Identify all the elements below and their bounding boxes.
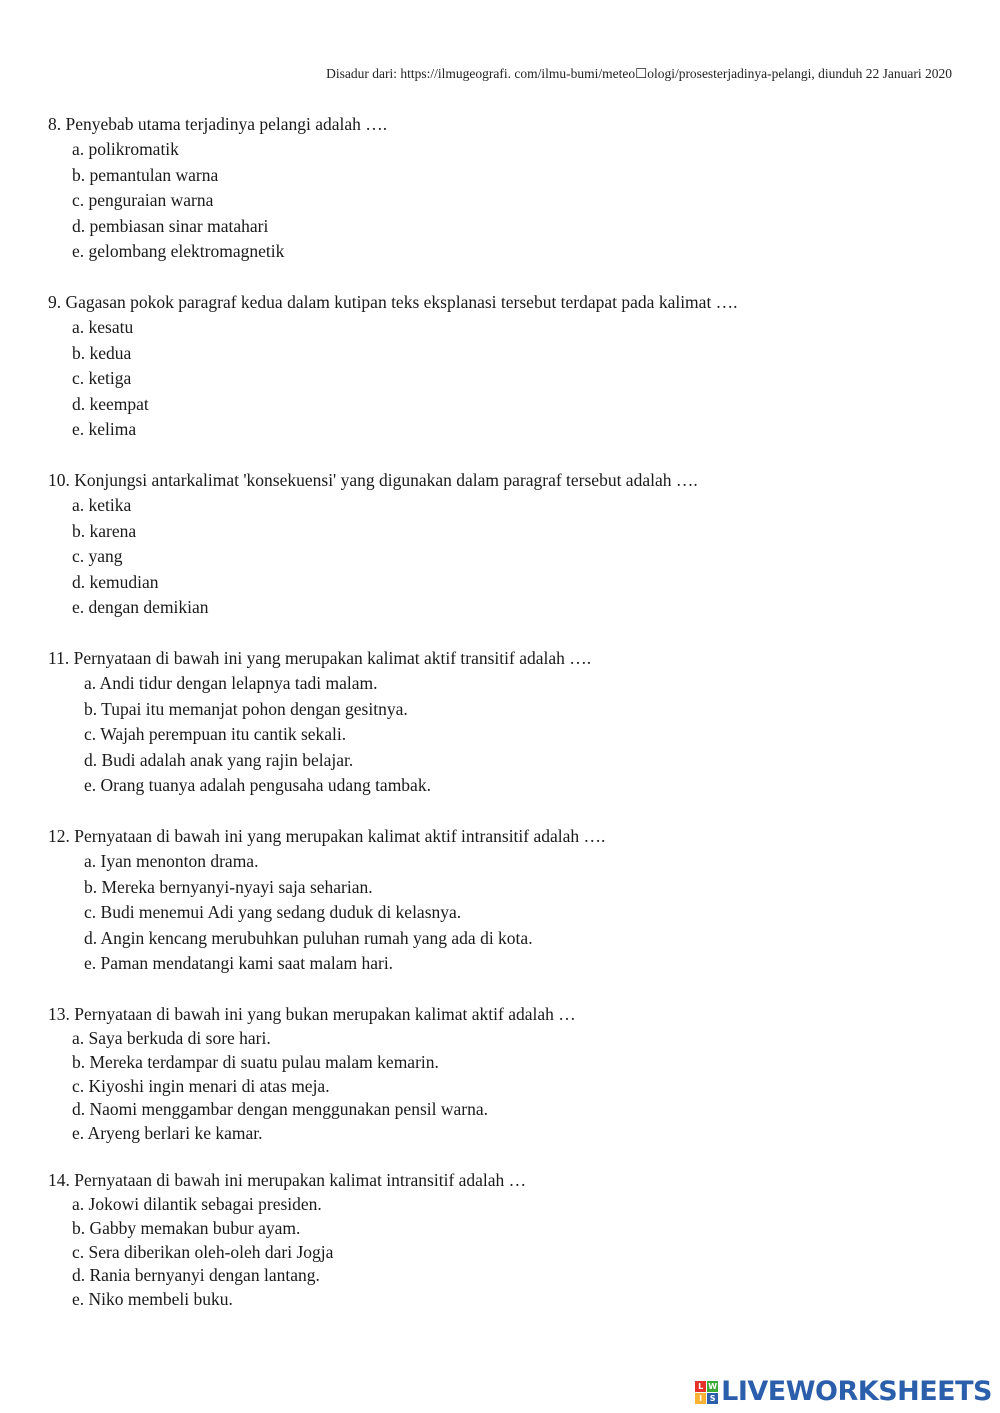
- question-9: [48, 290, 738, 443]
- option-d[interactable]: d. Rania bernyanyi dengan lantang.: [72, 1265, 320, 1286]
- option-b[interactable]: b. Mereka bernyanyi-nyayi saja seharian.: [84, 876, 373, 897]
- option-e[interactable]: e. Orang tuanya adalah pengusaha udang tambak.: [84, 775, 431, 795]
- source-citation: Disadur dari: https://ilmugeografi. com/ilmu-bumi/meteo☐ologi/prosesterjadinya-pelangi, diunduh 22 Januari 2020: [326, 66, 952, 81]
- question-13: [48, 1002, 576, 1146]
- option-d[interactable]: d. keempat: [72, 393, 149, 414]
- option-c[interactable]: c. yang: [72, 546, 123, 566]
- option-a[interactable]: a. ketika: [72, 495, 132, 515]
- option-b[interactable]: b. Tupai itu memanjat pohon dengan gesitnya.: [84, 698, 408, 719]
- option-d[interactable]: d. Angin kencang merubuhkan puluhan rumah yang ada di kota.: [84, 927, 533, 948]
- option-a[interactable]: a. Andi tidur dengan lelapnya tadi malam.: [84, 673, 378, 693]
- option-b[interactable]: b. kedua: [72, 342, 132, 363]
- question-stem: 14. Pernyataan di bawah ini merupakan kalimat intransitif adalah …: [48, 1170, 527, 1190]
- logo-block-w: W: [708, 1381, 718, 1391]
- question-stem: 9. Gagasan pokok paragraf kedua dalam kutipan teks eksplanasi tersebut terdapat pada kalimat ….: [48, 292, 738, 312]
- option-c[interactable]: c. Wajah perempuan itu cantik sekali.: [84, 724, 347, 744]
- option-a[interactable]: a. kesatu: [72, 317, 134, 337]
- option-e[interactable]: e. dengan demikian: [72, 597, 209, 617]
- question-14: [48, 1168, 526, 1312]
- option-a[interactable]: a. polikromatik: [72, 139, 179, 159]
- option-e[interactable]: e. kelima: [72, 419, 137, 439]
- question-10: [48, 468, 698, 621]
- option-c[interactable]: c. Sera diberikan oleh-oleh dari Jogja: [72, 1241, 334, 1262]
- option-e[interactable]: e. Niko membeli buku.: [72, 1289, 233, 1310]
- option-b[interactable]: b. pemantulan warna: [72, 164, 219, 185]
- logo-blocks-icon: [695, 1381, 718, 1404]
- option-b[interactable]: b. karena: [72, 520, 137, 541]
- option-c[interactable]: c. penguraian warna: [72, 190, 214, 210]
- option-e[interactable]: e. gelombang elektromagnetik: [72, 241, 285, 261]
- question-stem: 11. Pernyataan di bawah ini yang merupakan kalimat aktif transitif adalah ….: [48, 648, 592, 668]
- logo-block-i: I: [695, 1393, 706, 1404]
- question-12: [48, 824, 605, 977]
- logo-text: LIVEWORKSHEETS: [721, 1376, 992, 1407]
- option-d[interactable]: d. Budi adalah anak yang rajin belajar.: [84, 749, 354, 770]
- question-stem: 13. Pernyataan di bawah ini yang bukan merupakan kalimat aktif adalah …: [48, 1004, 576, 1024]
- option-c[interactable]: c. Budi menemui Adi yang sedang duduk di kelasnya.: [84, 902, 462, 922]
- question-11: [48, 646, 591, 799]
- liveworksheets-logo: [695, 1377, 992, 1407]
- option-d[interactable]: d. pembiasan sinar matahari: [72, 215, 269, 236]
- question-stem: 8. Penyebab utama terjadinya pelangi adalah ….: [48, 114, 388, 134]
- option-c[interactable]: c. ketiga: [72, 368, 132, 388]
- question-stem: 12. Pernyataan di bawah ini yang merupakan kalimat aktif intransitif adalah ….: [48, 826, 606, 846]
- option-d[interactable]: d. Naomi menggambar dengan menggunakan pensil warna.: [72, 1099, 488, 1120]
- question-8: [48, 112, 387, 265]
- option-d[interactable]: d. kemudian: [72, 571, 159, 592]
- option-b[interactable]: b. Mereka terdampar di suatu pulau malam kemarin.: [72, 1051, 439, 1072]
- option-a[interactable]: a. Saya berkuda di sore hari.: [72, 1028, 271, 1048]
- option-c[interactable]: c. Kiyoshi ingin menari di atas meja.: [72, 1075, 330, 1096]
- option-a[interactable]: a. Iyan menonton drama.: [84, 851, 259, 871]
- question-stem: 10. Konjungsi antarkalimat 'konsekuensi' yang digunakan dalam paragraf tersebut adalah ….: [48, 470, 698, 490]
- logo-block-l: L: [695, 1381, 706, 1392]
- logo-block-s: S: [707, 1393, 718, 1404]
- option-e[interactable]: e. Paman mendatangi kami saat malam hari.: [84, 953, 394, 973]
- option-b[interactable]: b. Gabby memakan bubur ayam.: [72, 1217, 301, 1238]
- option-e[interactable]: e. Aryeng berlari ke kamar.: [72, 1123, 263, 1144]
- option-a[interactable]: a. Jokowi dilantik sebagai presiden.: [72, 1194, 322, 1214]
